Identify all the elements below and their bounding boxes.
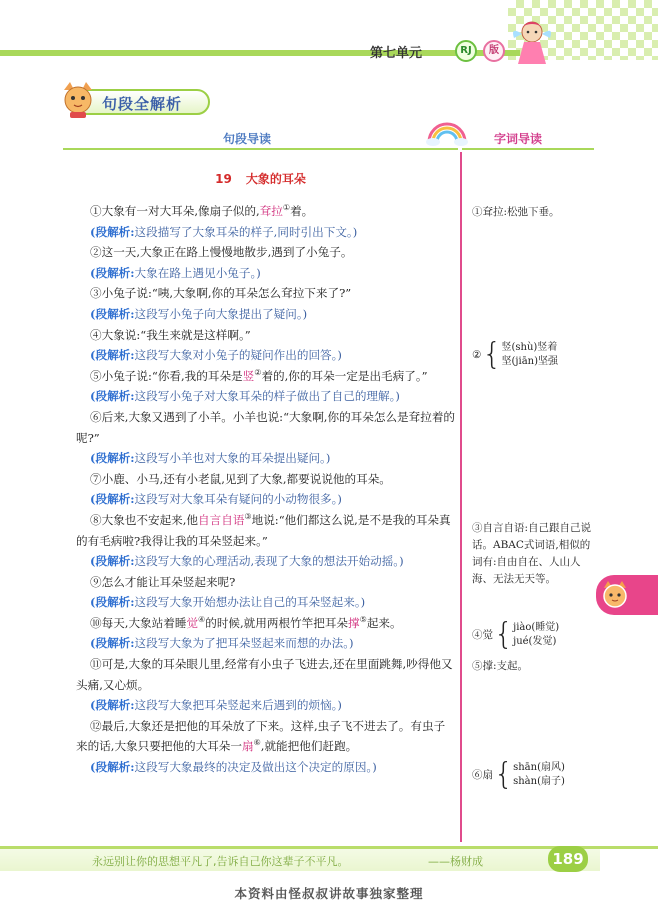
analysis-3: (段解析:这段写小兔子向大象提出了疑问。) — [90, 306, 308, 321]
column-divider — [460, 152, 462, 842]
footer-credit: 本资料由怪叔叔讲故事独家整理 — [234, 886, 424, 901]
keyword: 耷拉 — [259, 204, 283, 218]
analysis-11: (段解析:这段写大象把耳朵竖起来后遇到的烦恼。) — [90, 698, 342, 713]
analysis-10: (段解析:这段写大象为了把耳朵竖起来而想的办法。) — [90, 636, 354, 651]
footer-motto-source: ——杨财成 — [428, 855, 483, 868]
footnote-marker: ③ — [244, 512, 252, 522]
keyword: 撑 — [348, 615, 360, 630]
note-2-line-1: 竖(shù)竖着 — [501, 342, 558, 353]
page-number: 189 — [548, 846, 588, 872]
edition-badge-ban: 版 — [483, 40, 505, 62]
unit-title: 第七单元 — [370, 46, 423, 61]
column-header-left — [63, 128, 458, 150]
section-title: 句段全解析 — [102, 95, 183, 113]
footnote-marker: ② — [254, 367, 262, 377]
note-6-head: ⑥扇 — [472, 769, 493, 781]
note-4-line-2: jué(发觉) — [513, 636, 557, 647]
paragraph-12: ⑫最后,大象还是把他的耳朵放了下来。这样,虫子飞不进去了。有虫子来的话,大象只要把他的大耳朵一扇⑥,就能把他们赶跑。 — [76, 718, 446, 754]
fairy-mascot-icon — [510, 18, 554, 72]
paragraph-11: ⑪可是,大象的耳朵眼儿里,经常有小虫子飞进去,还在里面跳舞,吵得他又头痛,又心烦。 — [76, 657, 453, 692]
lesson-number: 19 — [215, 172, 232, 186]
note-6 — [472, 757, 597, 792]
footnote-marker: ⑥ — [253, 738, 261, 748]
footnote-marker: ① — [282, 203, 291, 213]
note-2-head: ② — [472, 349, 482, 361]
analysis-9: (段解析:这段写大象开始想办法让自己的耳朵竖起来。) — [90, 595, 366, 610]
edition-badge-rj: RJ — [455, 40, 477, 62]
analysis-2: (段解析:大象在路上遇见小兔子。) — [90, 265, 261, 280]
keyword: 自言自语 — [198, 512, 245, 527]
analysis-1: (段解析:这段描写了大象耳朵的样子,同时引出下文。) — [90, 224, 358, 239]
lesson-title — [63, 170, 458, 187]
lesson-name: 大象的耳朵 — [245, 172, 306, 186]
analysis-8: (段解析:这段写大象的心理活动,表现了大象的想法开始动摇。) — [90, 554, 404, 569]
paragraph-4: ④大象说:“我生来就是这样啊。” — [90, 327, 251, 342]
footnote-marker: ⑤ — [359, 615, 367, 625]
note-4 — [472, 617, 597, 652]
note-6-line-1: shān(扇风) — [513, 762, 565, 773]
analysis-4: (段解析:这段写大象对小兔子的疑问作出的回答。) — [90, 348, 342, 363]
note-3: ③自言自语:自己跟自己说话。ABAC式词语,相似的词有:自由自在、人山人海、无法无天等。 — [472, 522, 592, 585]
keyword: 竖 — [242, 368, 255, 383]
text-body — [76, 201, 456, 778]
paragraph-7: ⑦小鹿、小马,还有小老鼠,见到了大象,都要说说他的耳朵。 — [90, 471, 391, 486]
analysis-6: (段解析:这段写小羊也对大象的耳朵提出疑问。) — [90, 451, 331, 466]
footer-motto: 永远别让你的思想平凡了,告诉自己你这辈子不平凡。 — [92, 855, 349, 868]
paragraph-5: ⑤小兔子说:“你看,我的耳朵是竖②着的,你的耳朵一定是出毛病了。” — [90, 367, 428, 383]
footnote-marker: ④ — [198, 615, 206, 625]
paragraph-6: ⑥后来,大象又遇到了小羊。小羊也说:“大象啊,你的耳朵怎么是耷拉着的呢?” — [76, 409, 456, 445]
note-4-head: ④觉 — [472, 629, 493, 641]
analysis-5: (段解析:这段写小兔子对大象耳朵的样子做出了自己的理解。) — [90, 389, 400, 404]
note-4-line-1: jiào(睡觉) — [513, 622, 560, 633]
column-header-right — [462, 128, 594, 150]
mascot-face-icon — [600, 580, 630, 610]
brace-icon: { — [494, 757, 514, 792]
note-2-line-2: 坚(jiān)坚强 — [501, 356, 559, 367]
column-header-left-label: 句段导读 — [223, 132, 272, 146]
cat-mascot-icon — [58, 80, 98, 120]
paragraph-10: ⑩每天,大象站着睡觉④的时候,就用两根竹竿把耳朵撑⑤起来。 — [90, 615, 402, 630]
note-2 — [472, 337, 597, 372]
keyword: 扇 — [242, 739, 254, 754]
column-header-right-label: 字词导读 — [494, 132, 543, 146]
note-1: ①耷拉:松弛下垂。 — [472, 206, 560, 218]
note-5: ⑤撑:支起。 — [472, 660, 529, 672]
brace-icon: { — [494, 617, 514, 652]
keyword: 觉 — [186, 615, 199, 630]
paragraph-8: ⑧大象也不安起来,他自言自语③地说:“他们都这么说,是不是我的耳朵真的有毛病啦?我得让我的耳朵竖起来。” — [76, 512, 451, 548]
note-6-line-2: shàn(扇子) — [513, 776, 565, 787]
paragraph-9: ⑨怎么才能让耳朵竖起来呢? — [90, 574, 236, 589]
paragraph-3: ③小兔子说:“咦,大象啊,你的耳朵怎么耷拉下来了?” — [90, 286, 352, 301]
paragraph-2: ②这一天,大象正在路上慢慢地散步,遇到了小兔子。 — [90, 245, 353, 260]
paragraph-1: ①大象有一对大耳朵,像扇子似的,耷拉①着。 — [90, 203, 314, 218]
brace-icon: { — [482, 337, 502, 372]
analysis-7: (段解析:这段写对大象耳朵有疑问的小动物很多。) — [90, 492, 342, 507]
analysis-12: (段解析:这段写大象最终的决定及做出这个决定的原因。) — [90, 760, 377, 775]
header-stripe — [0, 50, 520, 56]
